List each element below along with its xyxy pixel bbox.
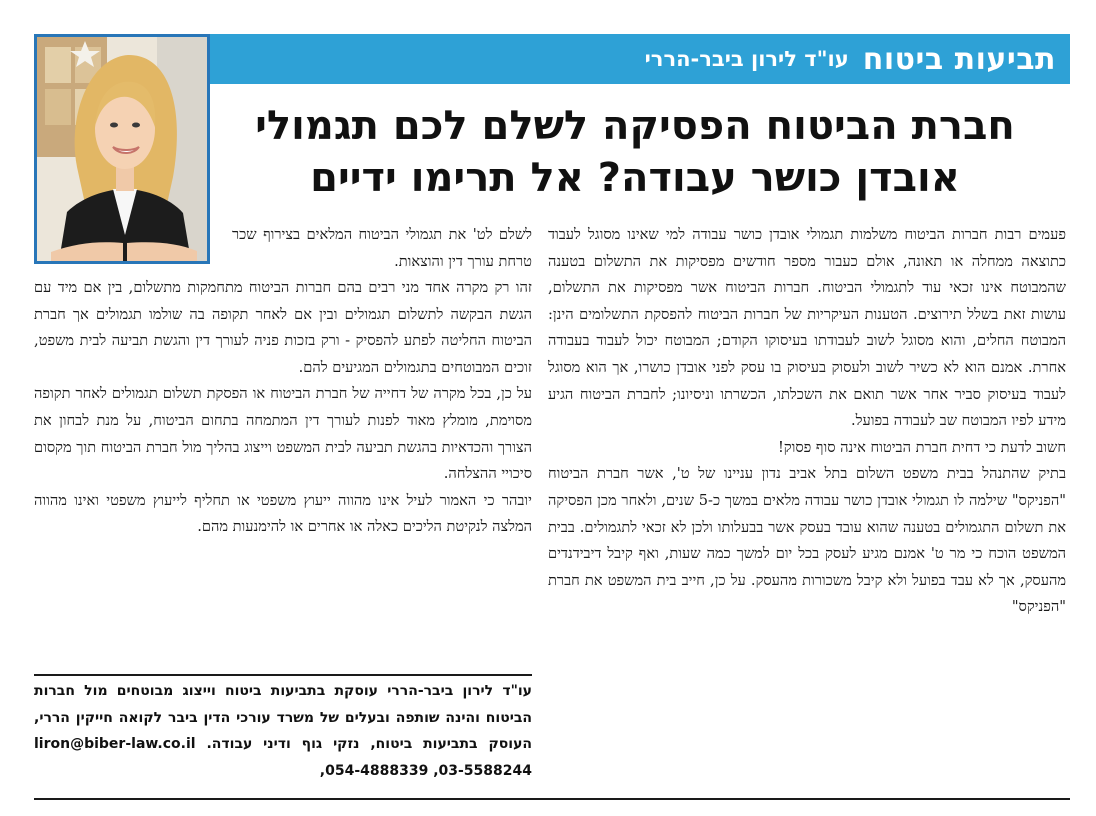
paragraph: על כן, בכל מקרה של דחייה של חברת הביטוח או הפסקת תשלום תגמולים לאחר תקופה מסוימת, מומלץ מאוד לפנות לעורך דין המתמחה בתחום הביטוח, על מנת לבחון את הצורך והכדאיות בהגשת תביעה לבית המשפט וייצוג בהליך מול חברת הביטוח תוך מקסום סיכויי ההצלחה. <box>34 385 532 483</box>
byline: עו"ד לירון ביבר-הררי <box>644 47 849 71</box>
paragraph: יובהר כי האמור לעיל אינו מהווה ייעוץ משפטי או תחליף לייעוץ משפטי ואינו מהווה המלצה לנקיטת הליכים כאלה או אחרים או להימנעות מהם. <box>34 491 532 536</box>
bio-divider <box>34 674 532 676</box>
author-portrait-illustration <box>37 37 207 261</box>
article-column-left-top <box>232 222 532 275</box>
article-column-right <box>548 222 1066 621</box>
article-headline <box>240 100 1030 204</box>
author-photo <box>34 34 210 264</box>
paragraph-emphasis: חשוב לדעת כי דחית חברת הביטוח אינה סוף פסוק! <box>777 438 1066 456</box>
article-column-left <box>34 275 532 541</box>
paragraph: בתיק שהתנהל בבית משפט השלום בתל אביב נדון עניינו של ט', אשר חברת הביטוח "הפניקס" שילמה לו תגמולי אובדן כושר עבודה מלאים במשך כ-5 שנים, ולאחר מכן הפסיקה את תשלום התגמולים בטענה שהוא עובד בעסק אשר בבעלותו ולכן לא זכאי לתגמולים. בבית המשפט הוכח כי מר ט' אמנם מגיע לעסק בכל יום למשך כמה שעות, ואף קיבל דיבידנדים מהעסק, אך לא עבד בפועל ולא קיבל משכורות מהעסק. על כן, חייב בית המשפט את חברת "הפניקס" <box>548 465 1067 616</box>
author-bio-text: עו"ד לירון ביבר-הררי עוסקת בתביעות ביטוח וייצוג מבוטחים מול חברות הביטוח והינה שותפה ובעלים של משרד עורכי הדין ביבר לקואה חייקין הררי, העוסק בתביעות ביטוח, נזקי גוף ודיני עבודה. <box>34 683 533 752</box>
headline-line-1: חברת הביטוח הפסיקה לשלם לכם תגמולי <box>255 103 1015 149</box>
bottom-divider <box>34 798 1070 800</box>
paragraph: פעמים רבות חברות הביטוח משלמות תגמולי אובדן כושר עבודה למי שאינו מסוגל לעבוד כתוצאה ממחלה או תאונה, אולם כעבור מספר חודשים מפסיקות את התשלום בטענה שהמבוטח אינו זכאי עוד לתגמולי הביטוח. חברות הביטוח אשר מפסיקות את התשלום, עושות זאת בשלל תירוצים. הטענות העיקריות של חברות הביטוח להפסקת התשלומים הינן: המבוטח החלים, והוא מסוגל לשוב לעבודתו בעיסוקו הקודם; המבוטח יכול לעבוד בעבודה אחרת. אמנם הוא לא כשיר לשוב ולעסוק בעיסוק בו עסק לפני אובדן כושרו, אך הוא מסוגל לעבוד בעיסוק סביר אחר אשר תואם את השכלתו, הכשרתו וניסיונו; לחברת הביטוח הגיע מידע לפיו המבוטח שב לעבודה בפועל. <box>548 226 1066 430</box>
paragraph: לשלם לט' את תגמולי הביטוח המלאים בצירוף שכר טרחת עורך דין והוצאות. <box>232 226 532 270</box>
section-rubric: תביעות ביטוח <box>862 41 1056 77</box>
author-contact-details: liron@biber-law.co.il ,054-4888339 ,03-5588244 <box>34 736 532 779</box>
author-bio <box>34 678 532 784</box>
paragraph: זהו רק מקרה אחד מני רבים בהם חברות הביטוח מתחמקות מתשלום, בין אם מיד עם הגשת הבקשה לתשלום תגמולים ובין אם לאחר תקופה בה שולמו תגמולים אך חברת הביטוח החליטה לפתע להפסיק - ורק בזכות פניה לעורך דין והגשת תביעה לבית משפט, זוכים המבוטחים בתגמולים המגיעים להם. <box>34 279 532 376</box>
headline-line-2: אובדן כושר עבודה? אל תרימו ידיים <box>310 155 960 201</box>
